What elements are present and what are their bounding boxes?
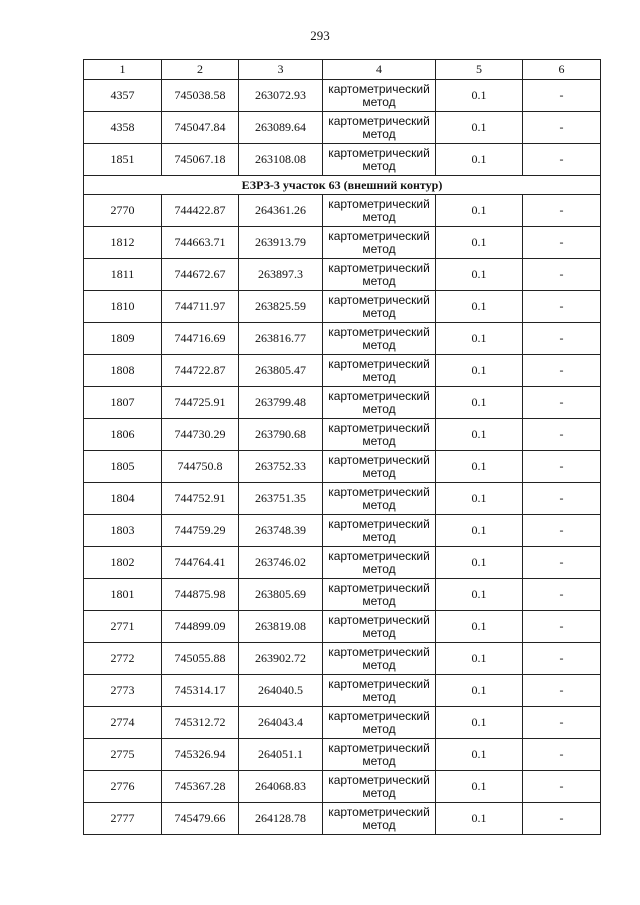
method-cell: картометрический метод bbox=[323, 803, 436, 835]
note-cell: - bbox=[523, 707, 601, 739]
x-coordinate-cell: 745055.88 bbox=[162, 643, 239, 675]
table-row bbox=[84, 259, 601, 291]
accuracy-cell: 0.1 bbox=[436, 195, 523, 227]
point-number-cell: 1806 bbox=[84, 419, 162, 451]
point-number-cell: 1812 bbox=[84, 227, 162, 259]
page-number: 293 bbox=[310, 28, 330, 43]
table-row bbox=[84, 547, 601, 579]
y-coordinate-cell: 263790.68 bbox=[239, 419, 323, 451]
accuracy-cell: 0.1 bbox=[436, 547, 523, 579]
note-cell: - bbox=[523, 675, 601, 707]
coordinates-table-body bbox=[84, 60, 601, 835]
accuracy-cell: 0.1 bbox=[436, 675, 523, 707]
note-cell: - bbox=[523, 451, 601, 483]
table-row bbox=[84, 80, 601, 112]
point-number-cell: 1804 bbox=[84, 483, 162, 515]
table-row bbox=[84, 323, 601, 355]
accuracy-cell: 0.1 bbox=[436, 515, 523, 547]
note-cell: - bbox=[523, 195, 601, 227]
x-coordinate-cell: 744730.29 bbox=[162, 419, 239, 451]
note-cell: - bbox=[523, 611, 601, 643]
table-row bbox=[84, 355, 601, 387]
method-cell: картометрический метод bbox=[323, 323, 436, 355]
table-row bbox=[84, 112, 601, 144]
table-row bbox=[84, 707, 601, 739]
y-coordinate-cell: 264068.83 bbox=[239, 771, 323, 803]
method-cell: картометрический метод bbox=[323, 112, 436, 144]
point-number-cell: 1810 bbox=[84, 291, 162, 323]
y-coordinate-cell: 263902.72 bbox=[239, 643, 323, 675]
accuracy-cell: 0.1 bbox=[436, 323, 523, 355]
y-coordinate-cell: 263108.08 bbox=[239, 144, 323, 176]
point-number-cell: 1805 bbox=[84, 451, 162, 483]
method-cell: картометрический метод bbox=[323, 675, 436, 707]
y-coordinate-cell: 264040.5 bbox=[239, 675, 323, 707]
column-header: 4 bbox=[323, 60, 436, 80]
accuracy-cell: 0.1 bbox=[436, 451, 523, 483]
column-header: 5 bbox=[436, 60, 523, 80]
x-coordinate-cell: 745047.84 bbox=[162, 112, 239, 144]
point-number-cell: 2776 bbox=[84, 771, 162, 803]
x-coordinate-cell: 745314.17 bbox=[162, 675, 239, 707]
point-number-cell: 1807 bbox=[84, 387, 162, 419]
y-coordinate-cell: 263819.08 bbox=[239, 611, 323, 643]
x-coordinate-cell: 744722.87 bbox=[162, 355, 239, 387]
point-number-cell: 1851 bbox=[84, 144, 162, 176]
table-row bbox=[84, 579, 601, 611]
y-coordinate-cell: 263799.48 bbox=[239, 387, 323, 419]
accuracy-cell: 0.1 bbox=[436, 419, 523, 451]
accuracy-cell: 0.1 bbox=[436, 611, 523, 643]
table-row bbox=[84, 144, 601, 176]
note-cell: - bbox=[523, 739, 601, 771]
x-coordinate-cell: 745326.94 bbox=[162, 739, 239, 771]
method-cell: картометрический метод bbox=[323, 515, 436, 547]
point-number-cell: 1811 bbox=[84, 259, 162, 291]
section-header-row bbox=[84, 176, 601, 195]
table-row bbox=[84, 675, 601, 707]
point-number-cell: 2777 bbox=[84, 803, 162, 835]
note-cell: - bbox=[523, 259, 601, 291]
method-cell: картометрический метод bbox=[323, 227, 436, 259]
column-header: 6 bbox=[523, 60, 601, 80]
section-title: ЕЗРЗ-3 участок 63 (внешний контур) bbox=[84, 176, 601, 195]
method-cell: картометрический метод bbox=[323, 611, 436, 643]
x-coordinate-cell: 745312.72 bbox=[162, 707, 239, 739]
coordinates-table bbox=[83, 59, 601, 835]
note-cell: - bbox=[523, 144, 601, 176]
table-row bbox=[84, 611, 601, 643]
accuracy-cell: 0.1 bbox=[436, 227, 523, 259]
method-cell: картометрический метод bbox=[323, 387, 436, 419]
y-coordinate-cell: 263897.3 bbox=[239, 259, 323, 291]
x-coordinate-cell: 745067.18 bbox=[162, 144, 239, 176]
note-cell: - bbox=[523, 291, 601, 323]
method-cell: картометрический метод bbox=[323, 451, 436, 483]
x-coordinate-cell: 744750.8 bbox=[162, 451, 239, 483]
point-number-cell: 1803 bbox=[84, 515, 162, 547]
point-number-cell: 2775 bbox=[84, 739, 162, 771]
accuracy-cell: 0.1 bbox=[436, 483, 523, 515]
point-number-cell: 2770 bbox=[84, 195, 162, 227]
point-number-cell: 2773 bbox=[84, 675, 162, 707]
x-coordinate-cell: 744875.98 bbox=[162, 579, 239, 611]
table-row bbox=[84, 483, 601, 515]
table-row bbox=[84, 451, 601, 483]
column-header: 2 bbox=[162, 60, 239, 80]
y-coordinate-cell: 263913.79 bbox=[239, 227, 323, 259]
accuracy-cell: 0.1 bbox=[436, 739, 523, 771]
note-cell: - bbox=[523, 579, 601, 611]
note-cell: - bbox=[523, 483, 601, 515]
x-coordinate-cell: 744759.29 bbox=[162, 515, 239, 547]
method-cell: картометрический метод bbox=[323, 419, 436, 451]
x-coordinate-cell: 744764.41 bbox=[162, 547, 239, 579]
y-coordinate-cell: 263805.47 bbox=[239, 355, 323, 387]
method-cell: картометрический метод bbox=[323, 483, 436, 515]
note-cell: - bbox=[523, 643, 601, 675]
accuracy-cell: 0.1 bbox=[436, 707, 523, 739]
method-cell: картометрический метод bbox=[323, 579, 436, 611]
x-coordinate-cell: 744663.71 bbox=[162, 227, 239, 259]
x-coordinate-cell: 744752.91 bbox=[162, 483, 239, 515]
x-coordinate-cell: 745479.66 bbox=[162, 803, 239, 835]
y-coordinate-cell: 263825.59 bbox=[239, 291, 323, 323]
note-cell: - bbox=[523, 323, 601, 355]
point-number-cell: 2774 bbox=[84, 707, 162, 739]
accuracy-cell: 0.1 bbox=[436, 80, 523, 112]
method-cell: картометрический метод bbox=[323, 259, 436, 291]
note-cell: - bbox=[523, 547, 601, 579]
table-row bbox=[84, 419, 601, 451]
point-number-cell: 4358 bbox=[84, 112, 162, 144]
y-coordinate-cell: 263816.77 bbox=[239, 323, 323, 355]
accuracy-cell: 0.1 bbox=[436, 291, 523, 323]
table-row bbox=[84, 643, 601, 675]
accuracy-cell: 0.1 bbox=[436, 803, 523, 835]
point-number-cell: 1809 bbox=[84, 323, 162, 355]
note-cell: - bbox=[523, 227, 601, 259]
x-coordinate-cell: 744422.87 bbox=[162, 195, 239, 227]
point-number-cell: 2771 bbox=[84, 611, 162, 643]
accuracy-cell: 0.1 bbox=[436, 579, 523, 611]
table-header-row bbox=[84, 60, 601, 80]
table-row bbox=[84, 739, 601, 771]
method-cell: картометрический метод bbox=[323, 739, 436, 771]
note-cell: - bbox=[523, 419, 601, 451]
accuracy-cell: 0.1 bbox=[436, 387, 523, 419]
table-row bbox=[84, 515, 601, 547]
method-cell: картометрический метод bbox=[323, 291, 436, 323]
table-row bbox=[84, 291, 601, 323]
y-coordinate-cell: 264128.78 bbox=[239, 803, 323, 835]
x-coordinate-cell: 745038.58 bbox=[162, 80, 239, 112]
method-cell: картометрический метод bbox=[323, 547, 436, 579]
x-coordinate-cell: 744711.97 bbox=[162, 291, 239, 323]
note-cell: - bbox=[523, 355, 601, 387]
column-header: 3 bbox=[239, 60, 323, 80]
note-cell: - bbox=[523, 112, 601, 144]
point-number-cell: 1801 bbox=[84, 579, 162, 611]
y-coordinate-cell: 263805.69 bbox=[239, 579, 323, 611]
table-row bbox=[84, 771, 601, 803]
method-cell: картометрический метод bbox=[323, 195, 436, 227]
x-coordinate-cell: 744725.91 bbox=[162, 387, 239, 419]
y-coordinate-cell: 263746.02 bbox=[239, 547, 323, 579]
accuracy-cell: 0.1 bbox=[436, 355, 523, 387]
x-coordinate-cell: 744672.67 bbox=[162, 259, 239, 291]
accuracy-cell: 0.1 bbox=[436, 259, 523, 291]
point-number-cell: 2772 bbox=[84, 643, 162, 675]
accuracy-cell: 0.1 bbox=[436, 144, 523, 176]
method-cell: картометрический метод bbox=[323, 144, 436, 176]
table-row bbox=[84, 387, 601, 419]
y-coordinate-cell: 263072.93 bbox=[239, 80, 323, 112]
method-cell: картометрический метод bbox=[323, 771, 436, 803]
table-row bbox=[84, 195, 601, 227]
accuracy-cell: 0.1 bbox=[436, 112, 523, 144]
method-cell: картометрический метод bbox=[323, 707, 436, 739]
y-coordinate-cell: 263748.39 bbox=[239, 515, 323, 547]
x-coordinate-cell: 744716.69 bbox=[162, 323, 239, 355]
y-coordinate-cell: 263089.64 bbox=[239, 112, 323, 144]
y-coordinate-cell: 263751.35 bbox=[239, 483, 323, 515]
table-row bbox=[84, 227, 601, 259]
method-cell: картометрический метод bbox=[323, 643, 436, 675]
note-cell: - bbox=[523, 80, 601, 112]
y-coordinate-cell: 264361.26 bbox=[239, 195, 323, 227]
method-cell: картометрический метод bbox=[323, 355, 436, 387]
y-coordinate-cell: 264051.1 bbox=[239, 739, 323, 771]
note-cell: - bbox=[523, 515, 601, 547]
table-row bbox=[84, 803, 601, 835]
x-coordinate-cell: 744899.09 bbox=[162, 611, 239, 643]
point-number-cell: 1802 bbox=[84, 547, 162, 579]
point-number-cell: 4357 bbox=[84, 80, 162, 112]
note-cell: - bbox=[523, 387, 601, 419]
accuracy-cell: 0.1 bbox=[436, 643, 523, 675]
method-cell: картометрический метод bbox=[323, 80, 436, 112]
note-cell: - bbox=[523, 803, 601, 835]
y-coordinate-cell: 263752.33 bbox=[239, 451, 323, 483]
x-coordinate-cell: 745367.28 bbox=[162, 771, 239, 803]
accuracy-cell: 0.1 bbox=[436, 771, 523, 803]
column-header: 1 bbox=[84, 60, 162, 80]
note-cell: - bbox=[523, 771, 601, 803]
point-number-cell: 1808 bbox=[84, 355, 162, 387]
y-coordinate-cell: 264043.4 bbox=[239, 707, 323, 739]
